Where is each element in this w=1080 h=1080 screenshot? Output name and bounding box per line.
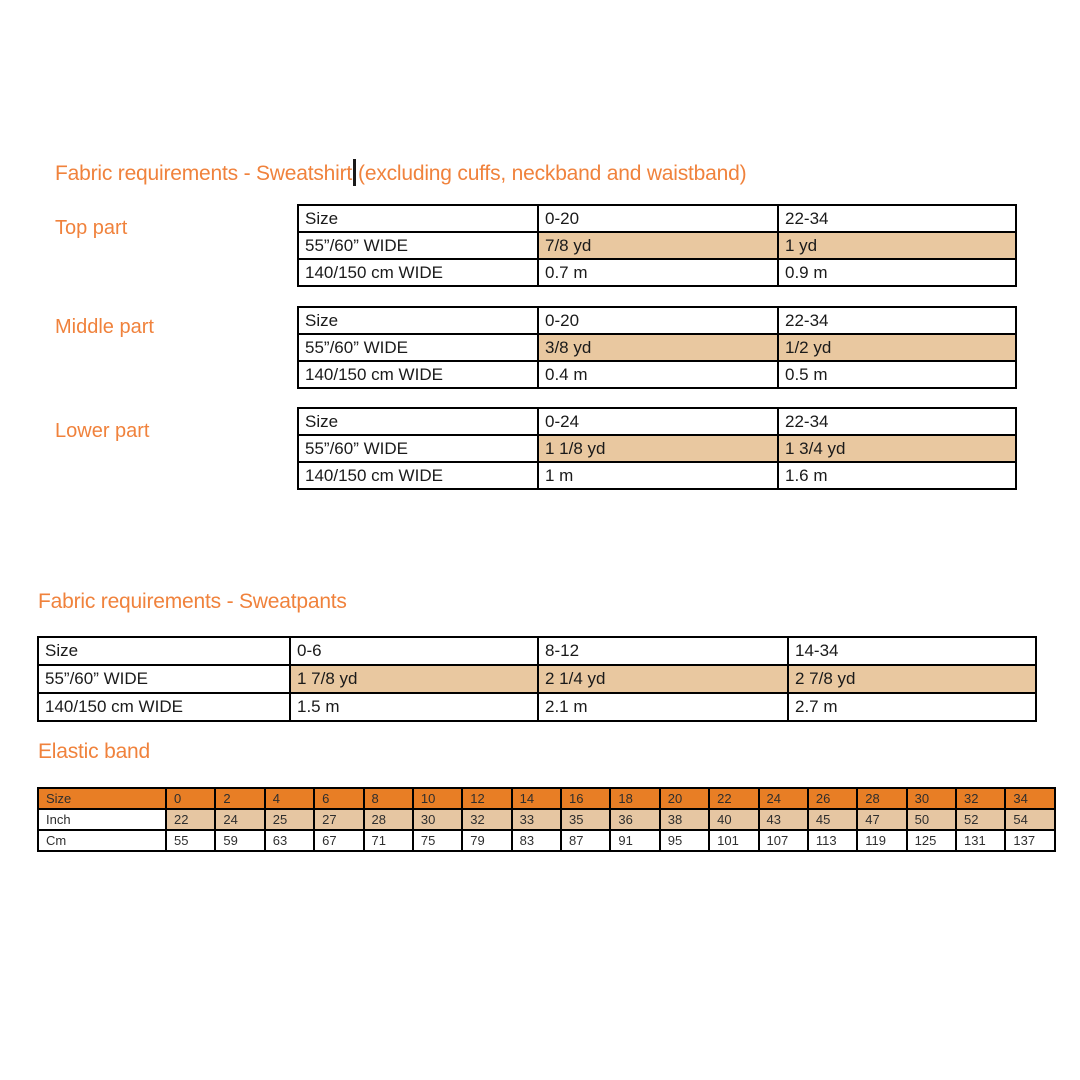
table-cell: 47	[857, 809, 906, 830]
table-cell: 22	[709, 788, 758, 809]
table-cell: 35	[561, 809, 610, 830]
lower-part-fabric-table	[297, 407, 1017, 490]
table-cell: 75	[413, 830, 462, 851]
table-cell: 140/150 cm WIDE	[298, 462, 538, 489]
table-cell: 24	[215, 809, 264, 830]
table-cell: 87	[561, 830, 610, 851]
table-cell: 43	[759, 809, 808, 830]
middle-part-fabric-table	[297, 306, 1017, 389]
table-cell: 22-34	[778, 408, 1016, 435]
table-cell: 95	[660, 830, 709, 851]
table-row	[298, 259, 1016, 286]
elastic-band-section-title: Elastic band	[38, 740, 151, 763]
table-cell: 14-34	[788, 637, 1036, 665]
middle-part-label: Middle part	[55, 316, 154, 338]
table-cell: 55”/60” WIDE	[298, 435, 538, 462]
table-cell: 30	[413, 809, 462, 830]
table-cell: 16	[561, 788, 610, 809]
table-cell: 107	[759, 830, 808, 851]
table-cell: 79	[462, 830, 511, 851]
table-cell: 50	[907, 809, 956, 830]
table-row	[38, 788, 1055, 809]
table-cell: 8	[364, 788, 413, 809]
table-cell: 38	[660, 809, 709, 830]
top-part-label: Top part	[55, 217, 128, 239]
table-row	[298, 334, 1016, 361]
table-cell: 0.4 m	[538, 361, 778, 388]
table-cell: 25	[265, 809, 314, 830]
table-cell: 1/2 yd	[778, 334, 1016, 361]
table-cell: 7/8 yd	[538, 232, 778, 259]
table-cell: 3/8 yd	[538, 334, 778, 361]
table-cell: 14	[512, 788, 561, 809]
table-cell: 55	[166, 830, 215, 851]
table-cell: 63	[265, 830, 314, 851]
table-cell: 27	[314, 809, 363, 830]
table-cell: 1 yd	[778, 232, 1016, 259]
table-row	[298, 307, 1016, 334]
table-cell: 113	[808, 830, 857, 851]
table-cell: 2	[215, 788, 264, 809]
table-cell: 55”/60” WIDE	[298, 232, 538, 259]
table-cell: Size	[38, 788, 166, 809]
table-cell: 140/150 cm WIDE	[298, 259, 538, 286]
table-cell: Inch	[38, 809, 166, 830]
table-cell: 24	[759, 788, 808, 809]
table-cell: 0.9 m	[778, 259, 1016, 286]
table-cell: 1 1/8 yd	[538, 435, 778, 462]
table-cell: 119	[857, 830, 906, 851]
table-row	[298, 435, 1016, 462]
table-row	[298, 408, 1016, 435]
table-cell: 131	[956, 830, 1005, 851]
table-cell: 22-34	[778, 307, 1016, 334]
table-cell: 0-20	[538, 307, 778, 334]
table-cell: 1 m	[538, 462, 778, 489]
table-cell: 34	[1005, 788, 1055, 809]
table-cell: 28	[364, 809, 413, 830]
table-cell: 28	[857, 788, 906, 809]
table-cell: 0-20	[538, 205, 778, 232]
table-cell: 2 1/4 yd	[538, 665, 788, 693]
table-cell: 32	[462, 809, 511, 830]
table-cell: 67	[314, 830, 363, 851]
table-cell: 1.6 m	[778, 462, 1016, 489]
table-cell: 2 7/8 yd	[788, 665, 1036, 693]
table-cell: 36	[610, 809, 659, 830]
table-cell: 0.5 m	[778, 361, 1016, 388]
table-cell: 45	[808, 809, 857, 830]
table-row	[298, 361, 1016, 388]
table-cell: 2.1 m	[538, 693, 788, 721]
table-cell: 137	[1005, 830, 1055, 851]
table-cell: 8-12	[538, 637, 788, 665]
table-cell: Size	[298, 205, 538, 232]
table-cell: 83	[512, 830, 561, 851]
table-cell: 1.5 m	[290, 693, 538, 721]
table-cell: 140/150 cm WIDE	[38, 693, 290, 721]
table-cell: 4	[265, 788, 314, 809]
table-cell: 40	[709, 809, 758, 830]
table-cell: 20	[660, 788, 709, 809]
table-cell: 91	[610, 830, 659, 851]
table-cell: 2.7 m	[788, 693, 1036, 721]
title-text-before-caret: Fabric requirements - Sweatshirt	[55, 162, 353, 185]
table-cell: 71	[364, 830, 413, 851]
table-row	[298, 232, 1016, 259]
table-cell: 0-6	[290, 637, 538, 665]
table-cell: 101	[709, 830, 758, 851]
sweatpants-fabric-table	[37, 636, 1037, 722]
table-cell: 22-34	[778, 205, 1016, 232]
table-row	[38, 830, 1055, 851]
table-cell: 12	[462, 788, 511, 809]
table-cell: 0	[166, 788, 215, 809]
table-cell: 1 7/8 yd	[290, 665, 538, 693]
table-cell: 6	[314, 788, 363, 809]
table-cell: 18	[610, 788, 659, 809]
table-row	[298, 462, 1016, 489]
top-part-fabric-table	[297, 204, 1017, 287]
table-cell: 125	[907, 830, 956, 851]
table-cell: 0.7 m	[538, 259, 778, 286]
table-cell: 22	[166, 809, 215, 830]
table-cell: 30	[907, 788, 956, 809]
table-cell: 10	[413, 788, 462, 809]
table-cell: 1 3/4 yd	[778, 435, 1016, 462]
table-row	[38, 665, 1036, 693]
table-cell: 0-24	[538, 408, 778, 435]
lower-part-label: Lower part	[55, 420, 150, 442]
table-cell: Cm	[38, 830, 166, 851]
text-caret	[353, 159, 356, 186]
table-row	[38, 693, 1036, 721]
table-cell: 59	[215, 830, 264, 851]
table-cell: 55”/60” WIDE	[298, 334, 538, 361]
table-row	[38, 809, 1055, 830]
sweatshirt-section-title	[55, 159, 746, 186]
table-cell: 55”/60” WIDE	[38, 665, 290, 693]
table-row	[298, 205, 1016, 232]
table-row	[38, 637, 1036, 665]
table-cell: 52	[956, 809, 1005, 830]
table-cell: Size	[38, 637, 290, 665]
sweatpants-section-title: Fabric requirements - Sweatpants	[38, 590, 347, 613]
table-cell: Size	[298, 408, 538, 435]
table-cell: 32	[956, 788, 1005, 809]
table-cell: Size	[298, 307, 538, 334]
table-cell: 54	[1005, 809, 1055, 830]
table-cell: 26	[808, 788, 857, 809]
table-cell: 140/150 cm WIDE	[298, 361, 538, 388]
table-cell: 33	[512, 809, 561, 830]
title-text-after-caret: (excluding cuffs, neckband and waistband)	[358, 162, 747, 185]
elastic-band-size-table	[37, 787, 1056, 852]
